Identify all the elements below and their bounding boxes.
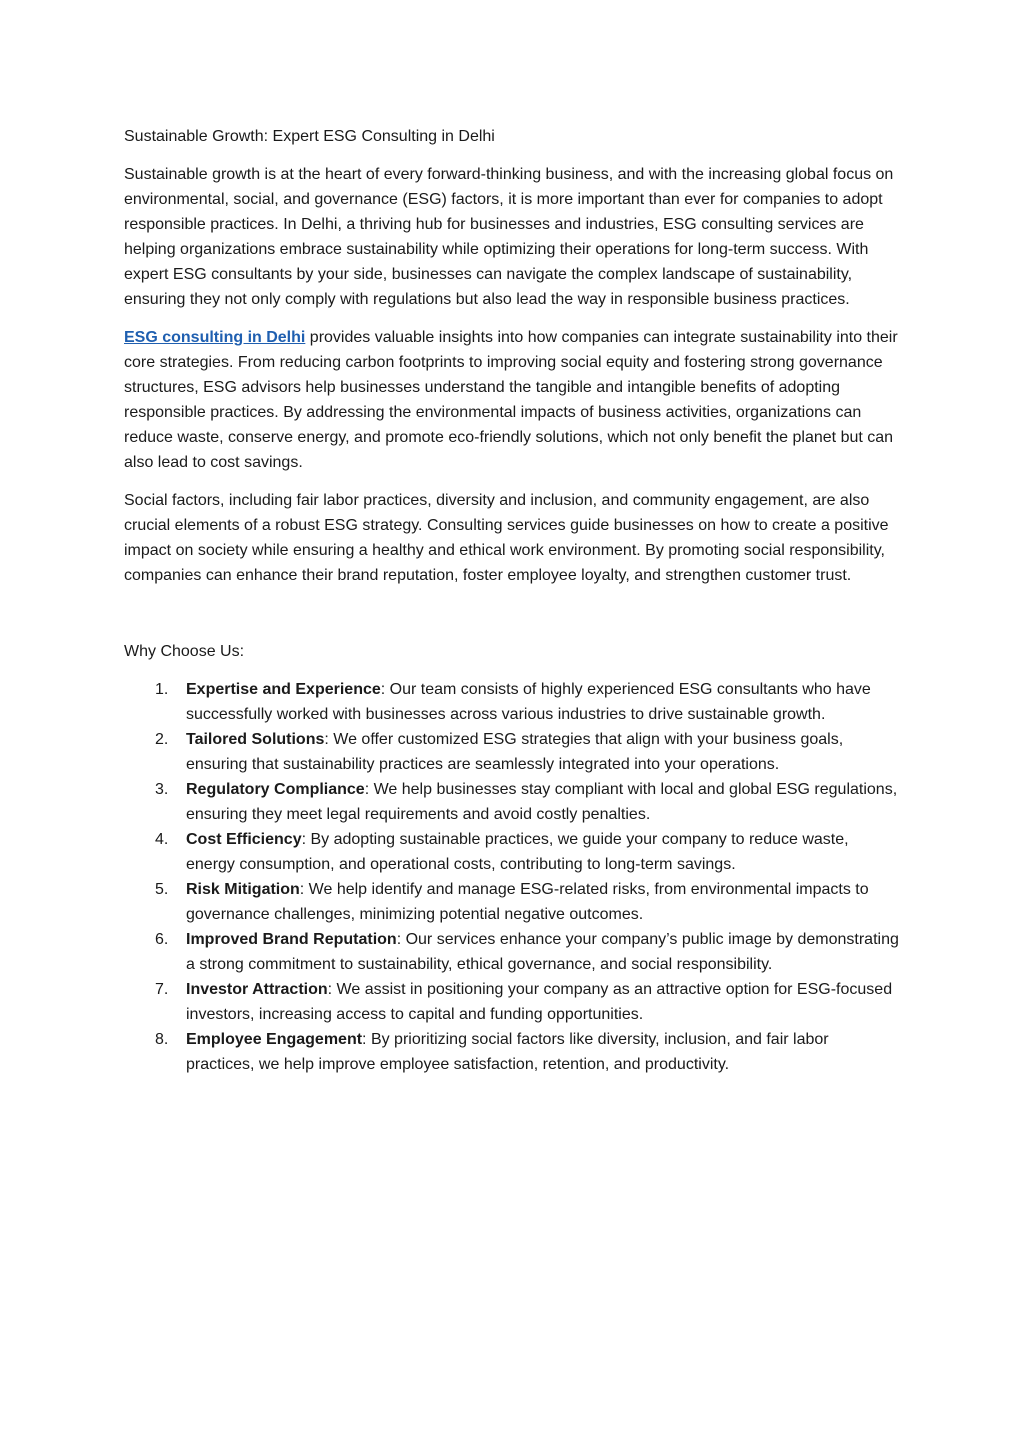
list-item-text: : Our team consists of highly experienced ESG consultants who have successfully worked with businesses across various industries to drive sustainable growth.: [186, 681, 871, 723]
list-item-number: 3.: [155, 781, 169, 798]
document-title: Sustainable Growth: Expert ESG Consulting in Delhi: [124, 128, 495, 145]
list-item-number: 8.: [155, 1031, 169, 1048]
document-page: [124, 124, 900, 1077]
list-item-term: Expertise and Experience: [186, 681, 381, 698]
list-item-number: 1.: [155, 681, 169, 698]
list-item: [124, 977, 900, 1027]
list-item: [124, 927, 900, 977]
why-choose-us-heading: Why Choose Us:: [124, 643, 245, 660]
list-item-number: 5.: [155, 881, 169, 898]
list-item-text: : Our services enhance your company’s public image by demonstrating a strong commitment to sustainability, ethical governance, and social responsibility.: [186, 931, 899, 973]
list-item-text: : We offer customized ESG strategies that align with your business goals, ensuring that sustainability practices are seamlessly integrated into your operations.: [186, 731, 844, 773]
list-item-term: Tailored Solutions: [186, 731, 325, 748]
list-item: [124, 827, 900, 877]
list-item-text: : By adopting sustainable practices, we guide your company to reduce waste, energy consumption, and operational costs, contributing to long-term savings.: [186, 831, 849, 873]
intro-paragraph: Sustainable growth is at the heart of every forward-thinking business, and with the increasing global focus on environmental, social, and governance (ESG) factors, it is more important than ever for companies to adopt responsible practices. In Delhi, a thriving hub for businesses and industries, ESG consulting services are helping organizations embrace sustainability while optimizing their operations for long-term success. With expert ESG consultants by your side, businesses can navigate the complex landscape of sustainability, ensuring they not only comply with regulations but also lead the way in responsible business practices.: [124, 166, 894, 308]
list-item-term: Risk Mitigation: [186, 881, 300, 898]
list-item-text: : We assist in positioning your company as an attractive option for ESG-focused investors, increasing access to capital and funding opportunities.: [186, 981, 893, 1023]
list-item-number: 7.: [155, 981, 169, 998]
benefits-list: [124, 677, 900, 1077]
list-item-term: Improved Brand Reputation: [186, 931, 397, 948]
list-item-term: Cost Efficiency: [186, 831, 302, 848]
list-item-text: : We help businesses stay compliant with local and global ESG regulations, ensuring they meet legal requirements and avoid costly penalties.: [186, 781, 898, 823]
consulting-paragraph-text: provides valuable insights into how companies can integrate sustainability into their core strategies. From reducing carbon footprints to improving social equity and fostering strong governance structures, ESG advisors help businesses understand the tangible and intangible benefits of adopting responsible practices. By addressing the environmental impacts of business activities, organizations can reduce waste, conserve energy, and promote eco-friendly solutions, which not only benefit the planet but can also lead to cost savings.: [124, 329, 898, 471]
list-item-text: : By prioritizing social factors like diversity, inclusion, and fair labor practices, we help improve employee satisfaction, retention, and productivity.: [186, 1031, 829, 1073]
social-factors-paragraph: Social factors, including fair labor practices, diversity and inclusion, and community engagement, are also crucial elements of a robust ESG strategy. Consulting services guide businesses on how to create a positive impact on society while ensuring a healthy and ethical work environment. By promoting social responsibility, companies can enhance their brand reputation, foster employee loyalty, and strengthen customer trust.: [124, 492, 889, 584]
list-item-term: Investor Attraction: [186, 981, 328, 998]
list-item: [124, 1027, 900, 1077]
list-item: [124, 677, 900, 727]
list-item-text: : We help identify and manage ESG-related risks, from environmental impacts to governance challenges, minimizing potential negative outcomes.: [186, 881, 869, 923]
list-item-number: 6.: [155, 931, 169, 948]
list-item-term: Regulatory Compliance: [186, 781, 365, 798]
list-item: [124, 877, 900, 927]
list-item-number: 2.: [155, 731, 169, 748]
section-spacer: [124, 601, 900, 639]
list-item-number: 4.: [155, 831, 169, 848]
list-item-term: Employee Engagement: [186, 1031, 363, 1048]
list-item: [124, 777, 900, 827]
consulting-paragraph: [124, 325, 900, 475]
esg-consulting-link[interactable]: ESG consulting in Delhi: [124, 329, 306, 346]
list-item: [124, 727, 900, 777]
